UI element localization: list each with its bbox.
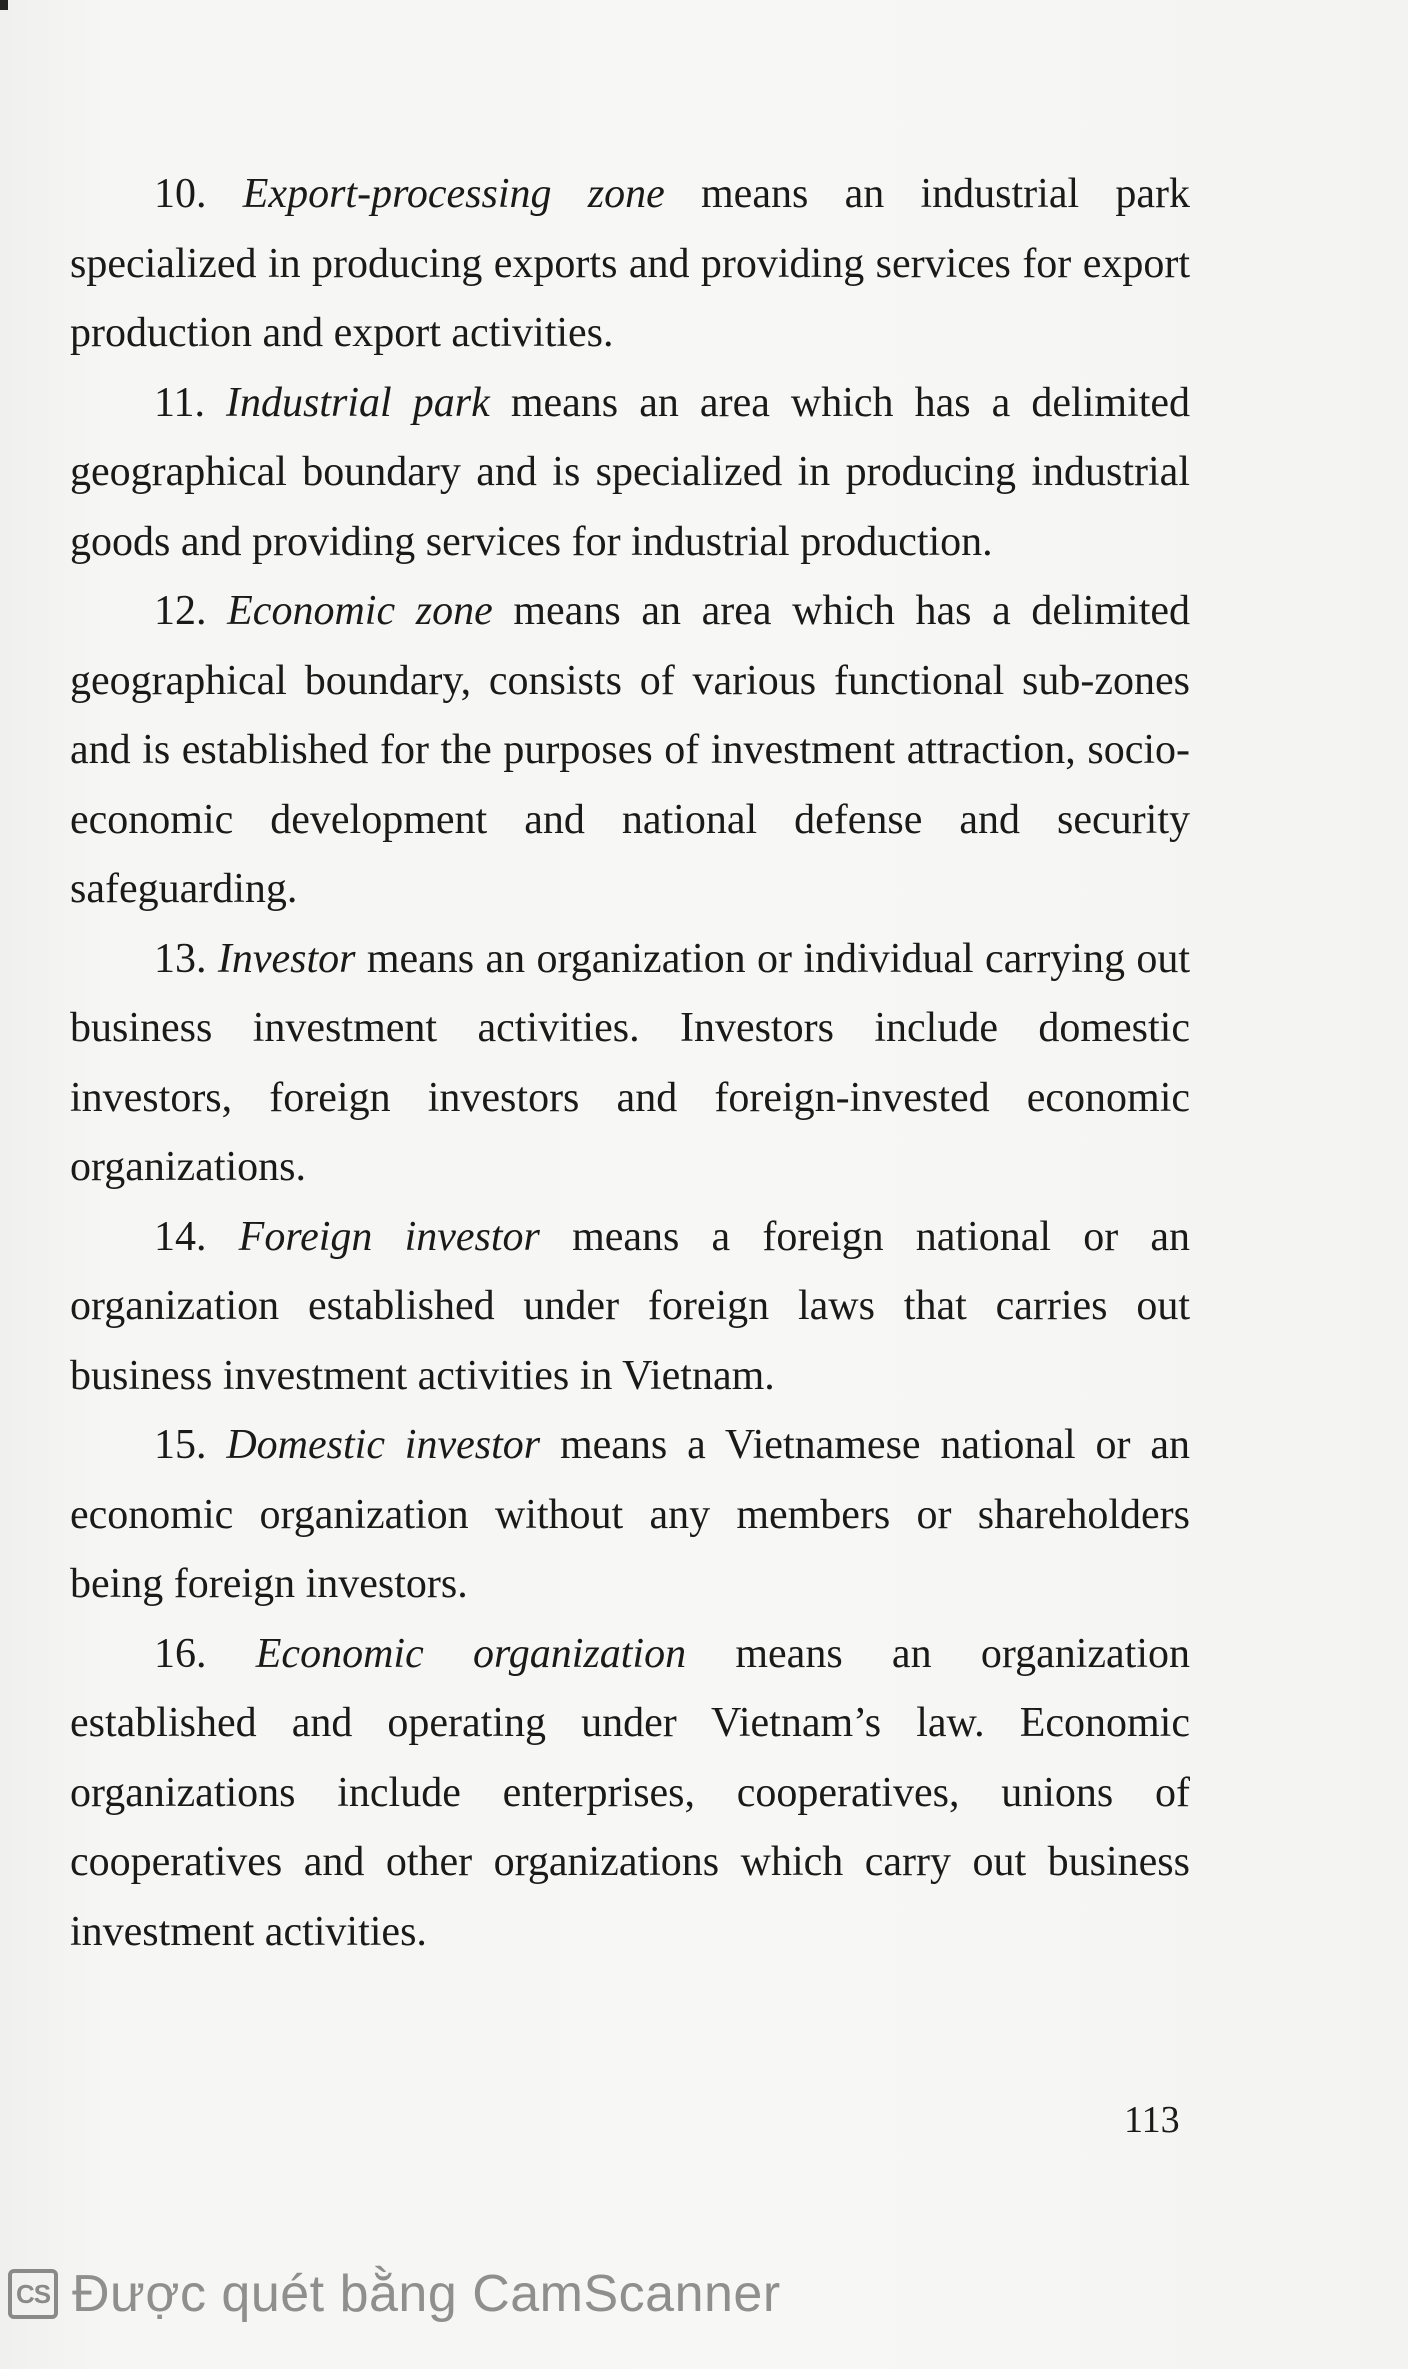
definition-number: 13.	[154, 935, 207, 982]
definition-number: 12.	[154, 588, 207, 634]
definition-text: means an industrial park specialized in producing exports and providing services for export production and export activities.	[70, 171, 1191, 356]
definition-paragraph-10	[70, 160, 1190, 369]
definition-paragraph-11	[70, 369, 1190, 578]
definition-term: Industrial park	[226, 379, 490, 426]
definition-text: means an organization established and operating under Vietnam’s law. Economic organizations include enterprises, cooperatives, unions of cooperatives and other organizations which carry out business investment activities.	[70, 1630, 1190, 1955]
definition-number: 16.	[154, 1630, 207, 1677]
definition-text: means an organization or individual carrying out business investment activities. Investors include domestic investors, foreign investors and foreign-invested economic organizations.	[70, 935, 1190, 1190]
definition-term: Economic organization	[255, 1630, 687, 1677]
definition-text: means a Vietnamese national or an economic organization without any members or shareholders being foreign investors.	[70, 1422, 1190, 1607]
camscanner-logo-icon: CS	[8, 2269, 58, 2319]
definition-paragraph-13	[70, 925, 1190, 1203]
definition-number: 11.	[154, 379, 205, 426]
definition-term: Economic zone	[227, 588, 493, 634]
definition-term: Foreign investor	[238, 1213, 540, 1260]
definition-text: means an area which has a delimited geographical boundary, consists of various functional sub-zones and is established for the purposes of investment attraction, socio-economic development and national defense and security safeguarding.	[70, 588, 1191, 912]
camscanner-watermark	[8, 2262, 781, 2326]
definition-paragraph-14	[70, 1203, 1190, 1412]
scan-corner-mark	[0, 0, 8, 10]
definition-text: means an area which has a delimited geographical boundary and is specialized in producing industrial goods and providing services for industrial production.	[70, 379, 1191, 565]
definition-paragraph-16	[70, 1620, 1190, 1968]
watermark-text: Được quét bằng CamScanner	[72, 2265, 781, 2323]
definition-term: Investor	[217, 935, 356, 982]
definition-number: 14.	[154, 1213, 207, 1260]
definition-term: Domestic investor	[226, 1422, 541, 1468]
definition-paragraph-12	[70, 577, 1190, 925]
definition-number: 15.	[154, 1422, 207, 1468]
definition-number: 10.	[154, 171, 207, 217]
page-number: 113	[1124, 2099, 1180, 2141]
definition-paragraph-15	[70, 1411, 1190, 1620]
definition-term: Export-processing zone	[242, 171, 665, 217]
definitions-text	[70, 160, 1190, 1967]
definition-text: means a foreign national or an organization established under foreign laws that carries out business investment activities in Vietnam.	[70, 1213, 1191, 1399]
